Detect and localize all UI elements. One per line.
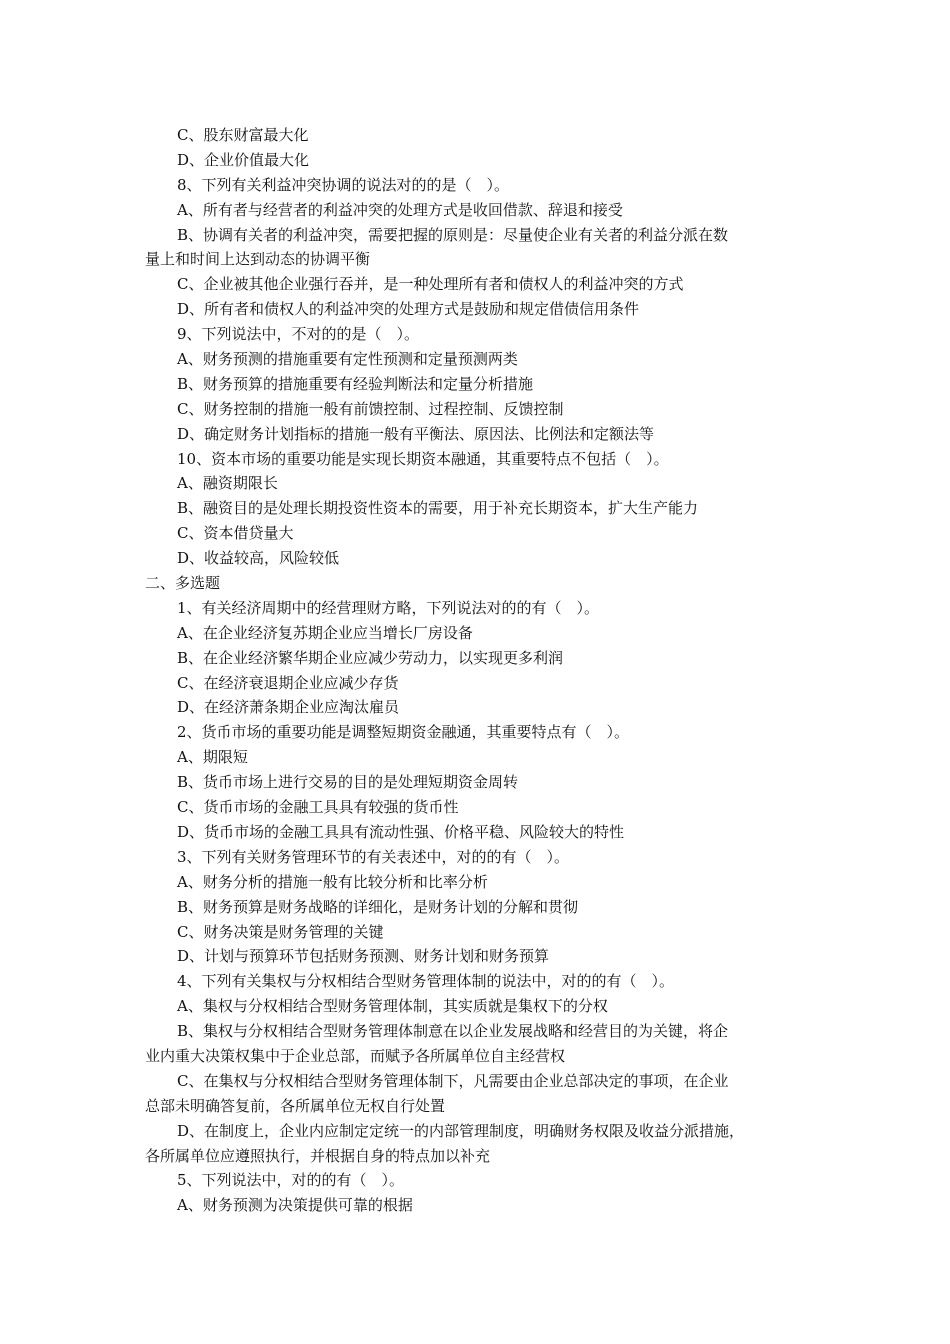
- text-line: 5、下列说法中，对的的有（ ）。: [177, 1171, 405, 1190]
- text-line: A、财务预测的措施重要有定性预测和定量预测两类: [177, 350, 518, 369]
- text-line: 10、资本市场的重要功能是实现长期资本融通，其重要特点不包括（ ）。: [177, 449, 669, 468]
- text-line: 1、有关经济周期中的经营理财方略，下列说法对的的有（ ）。: [177, 598, 600, 617]
- text-line: 二、多选题: [145, 574, 221, 593]
- text-line: 2、货币市场的重要功能是调整短期资金融通，其重要特点有（ ）。: [177, 723, 630, 742]
- text-line: A、集权与分权相结合型财务管理体制，其实质就是集权下的分权: [177, 997, 608, 1016]
- text-line: D、确定财务计划指标的措施一般有平衡法、原因法、比例法和定额法等: [177, 424, 655, 443]
- text-line: C、资本借贷量大: [177, 524, 294, 543]
- text-line: B、货币市场上进行交易的目的是处理短期资金周转: [177, 773, 519, 792]
- text-line: A、财务分析的措施一般有比较分析和比率分析: [177, 872, 488, 891]
- document-body: [145, 123, 821, 1218]
- text-line: A、融资期限长: [177, 474, 278, 493]
- text-line: D、在制度上，企业内应制定定统一的内部管理制度，明确财务权限及收益分派措施，: [177, 1121, 745, 1140]
- text-line: A、所有者与经营者的利益冲突的处理方式是收回借款、辞退和接受: [177, 200, 623, 219]
- text-line: 量上和时间上达到动态的协调平衡: [145, 250, 371, 269]
- text-line: D、企业价值最大化: [177, 150, 310, 169]
- text-line: A、期限短: [177, 748, 248, 767]
- text-line: C、在经济衰退期企业应减少存货: [177, 673, 399, 692]
- text-line: B、融资目的是处理长期投资性资本的需要，用于补充长期资本，扩大生产能力: [177, 499, 699, 518]
- text-line: 各所属单位应遵照执行，并根据自身的特点加以补充: [145, 1146, 491, 1165]
- text-line: B、财务预算的措施重要有经验判断法和定量分析措施: [177, 374, 534, 393]
- text-line: B、财务预算是财务战略的详细化，是财务计划的分解和贯彻: [177, 897, 579, 916]
- text-line: D、所有者和债权人的利益冲突的处理方式是鼓励和规定借债信用条件: [177, 300, 640, 319]
- text-line: D、货币市场的金融工具具有流动性强、价格平稳、风险较大的特性: [177, 822, 625, 841]
- text-line: D、计划与预算环节包括财务预测、财务计划和财务预算: [177, 947, 550, 966]
- text-line: C、股东财富最大化: [177, 126, 309, 144]
- text-line: C、财务控制的措施一般有前馈控制、过程控制、反馈控制: [177, 399, 564, 418]
- text-line: C、在集权与分权相结合型财务管理体制下，凡需要由企业总部决定的事项，在企业: [177, 1071, 729, 1090]
- text-line: D、收益较高，风险较低: [177, 549, 340, 568]
- text-line: C、企业被其他企业强行吞并，是一种处理所有者和债权人的利益冲突的方式: [177, 275, 684, 294]
- text-line: 8、下列有关利益冲突协调的说法对的的是（ ）。: [177, 175, 510, 194]
- text-line: 业内重大决策权集中于企业总部，而赋予各所属单位自主经营权: [145, 1046, 566, 1065]
- text-line: C、货币市场的金融工具具有较强的货币性: [177, 798, 459, 817]
- text-line: 4、下列有关集权与分权相结合型财务管理体制的说法中，对的的有（ ）。: [177, 972, 675, 991]
- text-line: D、在经济萧条期企业应淘汰雇员: [177, 698, 400, 717]
- text-line: 3、下列有关财务管理环节的有关表述中，对的的有（ ）。: [177, 847, 570, 866]
- text-line: B、在企业经济繁华期企业应减少劳动力，以实现更多利润: [177, 648, 564, 667]
- text-line: 总部未明确答复前，各所属单位无权自行处置: [145, 1096, 446, 1115]
- text-line: A、财务预测为决策提供可靠的根据: [177, 1196, 413, 1215]
- text-line: B、集权与分权相结合型财务管理体制意在以企业发展战略和经营目的为关键，将企: [177, 1022, 729, 1041]
- text-line: 9、下列说法中，不对的的是（ ）。: [177, 325, 420, 344]
- text-line: A、在企业经济复苏期企业应当增长厂房设备: [177, 623, 473, 642]
- text-line: B、协调有关者的利益冲突，需要把握的原则是：尽量使企业有关者的利益分派在数: [177, 225, 729, 244]
- text-line: C、财务决策是财务管理的关键: [177, 922, 384, 941]
